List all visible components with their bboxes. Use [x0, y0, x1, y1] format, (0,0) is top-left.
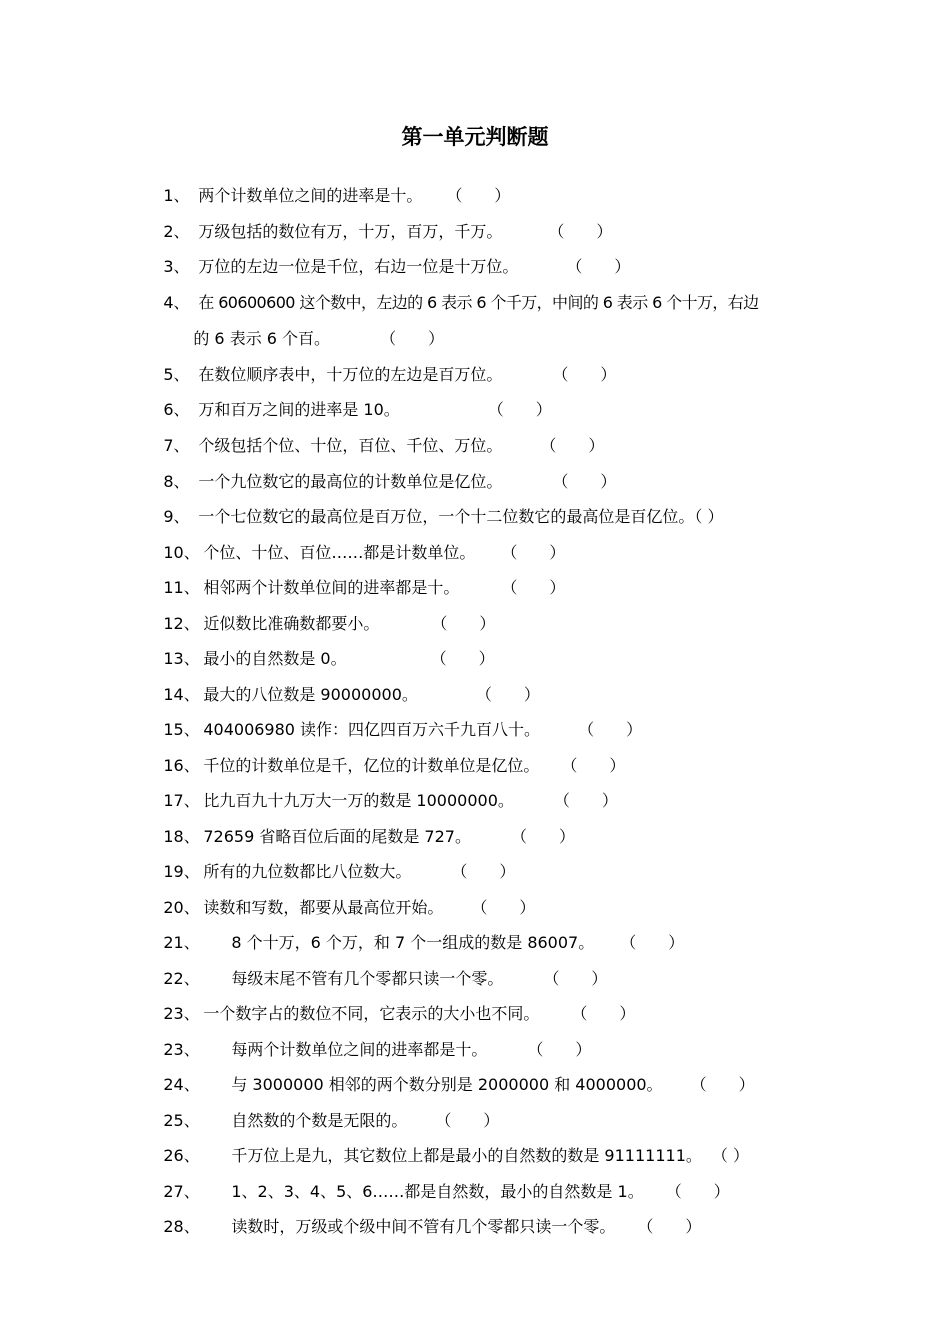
question-text: 与 3000000 相邻的两个数分别是 2000000 和 4000000。: [231, 1075, 663, 1094]
question-text: 个级包括个位、十位，百位、千位、万位。: [198, 436, 503, 455]
question-text: 一个七位数它的最高位是百万位，一个十二位数它的最高位是百亿位。: [198, 507, 695, 526]
answer-blank[interactable]: （ ）: [501, 578, 566, 597]
question-text: 最大的八位数是 90000000。: [203, 685, 418, 704]
question-text: 相邻两个计数单位间的进率都是十。: [203, 578, 460, 597]
answer-blank[interactable]: （ ）: [694, 507, 724, 526]
answer-blank[interactable]: （ ）: [540, 436, 605, 455]
question-text: 比九百九十九万大一万的数是 10000000。: [203, 791, 514, 810]
question-number: 16、: [163, 756, 200, 775]
question-number: 11、: [163, 578, 200, 597]
question-text: 最小的自然数是 0。: [203, 649, 347, 668]
answer-blank[interactable]: （ ）: [380, 329, 445, 348]
question-text: 自然数的个数是无限的。: [231, 1111, 408, 1130]
question-text: 404006980 读作：四亿四百万六千九百八十。: [203, 720, 541, 739]
answer-blank[interactable]: （ ）: [475, 685, 540, 704]
question-number: 27、: [163, 1182, 200, 1201]
answer-blank[interactable]: （ ）: [543, 969, 608, 988]
question-text: 72659 省略百位后面的尾数是 727。: [203, 827, 471, 846]
question-number: 2、: [163, 222, 190, 241]
question-number: 9、: [163, 507, 190, 526]
question-text: 万级包括的数位有万，十万，百万，千万。: [198, 222, 503, 241]
question-number: 5、: [163, 365, 190, 384]
answer-blank[interactable]: （ ）: [527, 1040, 592, 1059]
question-number: 19、: [163, 862, 200, 881]
question-text: 每级末尾不管有几个零都只读一个零。: [231, 969, 504, 988]
question-text: 千万位上是九，其它数位上都是最小的自然数的数是 91111111。: [231, 1146, 702, 1165]
question-number: 22、: [163, 969, 200, 988]
answer-blank[interactable]: （ ）: [501, 543, 566, 562]
page-title: 第一单元判断题: [401, 125, 549, 149]
question-number: 3、: [163, 257, 190, 276]
answer-blank[interactable]: （ ）: [665, 1182, 730, 1201]
question-text: 万位的左边一位是千位，右边一位是十万位。: [198, 257, 519, 276]
question-text: 近似数比准确数都要小。: [203, 614, 380, 633]
question-text: 所有的九位数都比八位数大。: [203, 862, 412, 881]
question-text: 在 60600600 这个数中，左边的 6 表示 6 个千万，中间的 6 表示 6 个十万，右边: [198, 293, 759, 312]
answer-blank[interactable]: （ ）: [552, 472, 617, 491]
question-text-continued: 的 6 表示 6 个百。: [193, 329, 331, 348]
question-number: 18、: [163, 827, 200, 846]
answer-blank[interactable]: （ ）: [446, 186, 511, 205]
question-text: 一个数字占的数位不同，它表示的大小也不同。: [203, 1004, 540, 1023]
question-text: 个位、十位、百位……都是计数单位。: [203, 543, 476, 562]
question-text: 每两个计数单位之间的进率都是十。: [231, 1040, 488, 1059]
question-number: 26、: [163, 1146, 200, 1165]
question-text: 读数和写数，都要从最高位开始。: [203, 898, 444, 917]
question-number: 8、: [163, 472, 190, 491]
question-number: 6、: [163, 400, 190, 419]
answer-blank[interactable]: （ ）: [553, 791, 618, 810]
question-text: 在数位顺序表中，十万位的左边是百万位。: [198, 365, 503, 384]
answer-blank[interactable]: （ ）: [578, 720, 643, 739]
answer-blank[interactable]: （ ）: [430, 649, 495, 668]
question-number: 28、: [163, 1217, 200, 1236]
answer-blank[interactable]: （ ）: [435, 1111, 500, 1130]
answer-blank[interactable]: （ ）: [548, 222, 613, 241]
answer-blank[interactable]: （ ）: [690, 1075, 755, 1094]
question-number: 15、: [163, 720, 200, 739]
answer-blank[interactable]: （ ）: [487, 400, 552, 419]
answer-blank[interactable]: （ ）: [451, 862, 516, 881]
answer-blank[interactable]: （ ）: [637, 1217, 702, 1236]
question-text: 万和百万之间的进率是 10。: [198, 400, 400, 419]
question-number: 24、: [163, 1075, 200, 1094]
question-number: 13、: [163, 649, 200, 668]
answer-blank[interactable]: （ ）: [510, 827, 575, 846]
answer-blank[interactable]: （ ）: [471, 898, 536, 917]
question-text: 两个计数单位之间的进率是十。: [198, 186, 423, 205]
answer-blank[interactable]: （ ）: [552, 365, 617, 384]
question-number: 23、: [163, 1004, 200, 1023]
question-number: 1、: [163, 186, 190, 205]
question-text: 读数时，万级或个级中间不管有几个零都只读一个零。: [231, 1217, 616, 1236]
question-number: 12、: [163, 614, 200, 633]
question-number: 10、: [163, 543, 200, 562]
question-number: 14、: [163, 685, 200, 704]
question-text: 一个九位数它的最高位的计数单位是亿位。: [198, 472, 503, 491]
answer-blank[interactable]: （ ）: [711, 1146, 749, 1165]
question-text: 8 个十万，6 个万，和 7 个一组成的数是 86007。: [231, 933, 595, 952]
answer-blank[interactable]: （ ）: [571, 1004, 636, 1023]
question-number: 7、: [163, 436, 190, 455]
question-number: 20、: [163, 898, 200, 917]
question-number: 21、: [163, 933, 200, 952]
answer-blank[interactable]: （ ）: [566, 257, 631, 276]
question-number: 17、: [163, 791, 200, 810]
question-number: 23、: [163, 1040, 200, 1059]
question-28: [143, 1191, 823, 1263]
answer-blank[interactable]: （ ）: [561, 756, 626, 775]
answer-blank[interactable]: （ ）: [620, 933, 685, 952]
question-text: 1、2、3、4、5、6……都是自然数，最小的自然数是 1。: [231, 1182, 644, 1201]
question-number: 25、: [163, 1111, 200, 1130]
answer-blank[interactable]: （ ）: [431, 614, 496, 633]
question-text: 千位的计数单位是千，亿位的计数单位是亿位。: [203, 756, 540, 775]
question-number: 4、: [163, 293, 190, 312]
